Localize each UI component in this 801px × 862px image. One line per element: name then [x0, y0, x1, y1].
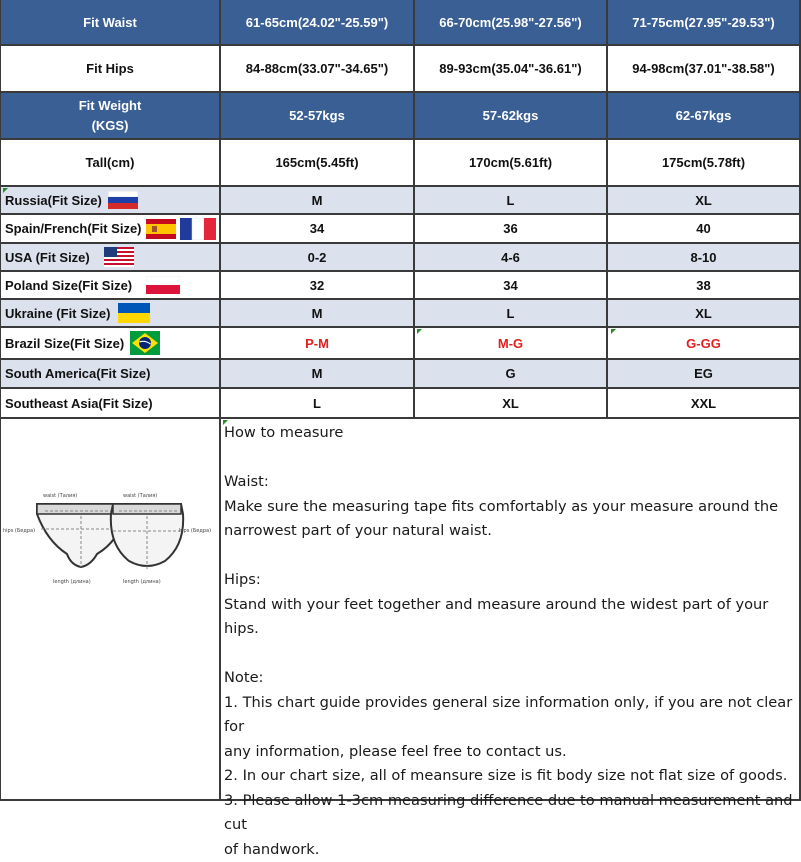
value-cell: G-GG: [608, 328, 801, 360]
label-fit-weight-line2: (KGS): [92, 116, 129, 136]
label-south-america: South America(Fit Size): [0, 360, 221, 389]
value-cell: XL: [608, 300, 801, 328]
note2: 2. In our chart size, all of meansure size is fit body size not flat size of goods.: [224, 764, 799, 789]
blank-line: [224, 446, 799, 471]
value-cell: 89-93cm(35.04"-36.61"): [415, 46, 608, 93]
value-cell: 84-88cm(33.07"-34.65"): [221, 46, 415, 93]
value-cell: 38: [608, 272, 801, 300]
value-cell: 4-6: [415, 244, 608, 272]
value-cell: M-G: [415, 328, 608, 360]
value-cell: 40: [608, 215, 801, 244]
back-hips-label: hips (Бедра): [179, 528, 211, 534]
measure-section: [0, 419, 801, 801]
row-brazil: [0, 328, 801, 360]
brazil-flag-icon: [130, 331, 160, 355]
blank-line: [224, 642, 799, 667]
value-cell: 34: [221, 215, 415, 244]
label-russia: [0, 187, 221, 215]
front-length-label: length (длина): [53, 579, 91, 585]
value-cell: EG: [608, 360, 801, 389]
label-fit-weight: [0, 93, 221, 140]
waist-text-line2: narrowest part of your natural waist.: [224, 519, 799, 544]
value-cell: 66-70cm(25.98"-27.56"): [415, 0, 608, 46]
note3-line1: 3. Please allow 1-3cm measuring difference due to manual measurement and cut: [224, 789, 799, 838]
label-text: Brazil Size(Fit Size): [5, 336, 124, 351]
value-cell: 34: [415, 272, 608, 300]
label-spain-french: [0, 215, 221, 244]
ukraine-flag-icon: [118, 303, 150, 323]
france-flag-icon: [180, 218, 216, 240]
corner-mark: [417, 329, 422, 334]
label-text: USA (Fit Size): [5, 250, 90, 265]
row-fit-weight: [0, 93, 801, 140]
value-cell: 62-67kgs: [608, 93, 801, 140]
value-cell: 8-10: [608, 244, 801, 272]
corner-mark: [3, 188, 8, 193]
hips-text: Stand with your feet together and measure around the widest part of your hips.: [224, 593, 799, 642]
label-text: Russia(Fit Size): [5, 193, 102, 208]
front-brief-drawing: [37, 504, 125, 799]
value-cell: 61-65cm(24.02"-25.59"): [221, 0, 415, 46]
value-cell: 0-2: [221, 244, 415, 272]
value-cell: 71-75cm(27.95"-29.53"): [608, 0, 801, 46]
note1-line2: any information, please feel free to contact us.: [224, 740, 799, 765]
row-spain-french: [0, 215, 801, 244]
russia-flag-icon: [108, 191, 138, 209]
value-cell: 94-98cm(37.01"-38.58"): [608, 46, 801, 93]
front-hips-label: hips (Бедра): [3, 528, 35, 534]
row-poland: [0, 272, 801, 300]
poland-flag-icon: [146, 276, 180, 294]
row-tall: [0, 140, 801, 187]
value-cell: 175cm(5.78ft): [608, 140, 801, 187]
waist-text-line1: Make sure the measuring tape fits comfortably as your measure around the: [224, 495, 799, 520]
label-tall: Tall(cm): [0, 140, 221, 187]
label-ukraine: [0, 300, 221, 328]
hips-heading: Hips:: [224, 568, 799, 593]
value-cell: P-M: [221, 328, 415, 360]
value-cell: L: [415, 300, 608, 328]
value-cell: 170cm(5.61ft): [415, 140, 608, 187]
note3-line2: of handwork.: [224, 838, 799, 862]
label-brazil: [0, 328, 221, 360]
label-southeast-asia: Southeast Asia(Fit Size): [0, 389, 221, 419]
value-cell: 52-57kgs: [221, 93, 415, 140]
value-cell: M: [221, 360, 415, 389]
row-south-america: [0, 360, 801, 389]
measure-illustration: [0, 419, 221, 801]
value-cell: M: [221, 300, 415, 328]
value-cell: M: [221, 187, 415, 215]
label-fit-waist: Fit Waist: [0, 0, 221, 46]
label-text: Poland Size(Fit Size): [5, 278, 132, 293]
waist-heading: Waist:: [224, 470, 799, 495]
label-fit-hips: Fit Hips: [0, 46, 221, 93]
blank-line: [224, 544, 799, 569]
value-cell: 32: [221, 272, 415, 300]
underwear-diagram: [1, 419, 219, 799]
value-cell: XL: [608, 187, 801, 215]
row-southeast-asia: [0, 389, 801, 419]
value-cell: XL: [415, 389, 608, 419]
label-usa: [0, 244, 221, 272]
label-text: Ukraine (Fit Size): [5, 306, 110, 321]
note1-line1: 1. This chart guide provides general size information only, if you are not clear for: [224, 691, 799, 740]
row-fit-hips: [0, 46, 801, 93]
row-ukraine: [0, 300, 801, 328]
value-cell: L: [415, 187, 608, 215]
value-cell: G: [415, 360, 608, 389]
row-fit-waist: [0, 0, 801, 46]
label-fit-weight-line1: Fit Weight: [79, 96, 142, 116]
back-waist-label: waist (Талия): [123, 493, 157, 499]
front-waist-label: waist (Талия): [43, 493, 77, 499]
note-heading: Note:: [224, 666, 799, 691]
value-cell: L: [221, 389, 415, 419]
value-cell: 36: [415, 215, 608, 244]
value-cell: 165cm(5.45ft): [221, 140, 415, 187]
usa-flag-icon: [104, 247, 134, 267]
spain-flag-icon: [146, 219, 176, 239]
back-length-label: length (длина): [123, 579, 161, 585]
row-usa: [0, 244, 801, 272]
measure-title: How to measure: [224, 421, 799, 446]
label-poland: [0, 272, 221, 300]
measure-instructions: [221, 419, 801, 801]
corner-mark: [611, 329, 616, 334]
row-russia: [0, 187, 801, 215]
label-text: Spain/French(Fit Size): [5, 221, 142, 236]
back-brief-drawing: [111, 504, 183, 569]
value-cell: 57-62kgs: [415, 93, 608, 140]
value-cell: XXL: [608, 389, 801, 419]
